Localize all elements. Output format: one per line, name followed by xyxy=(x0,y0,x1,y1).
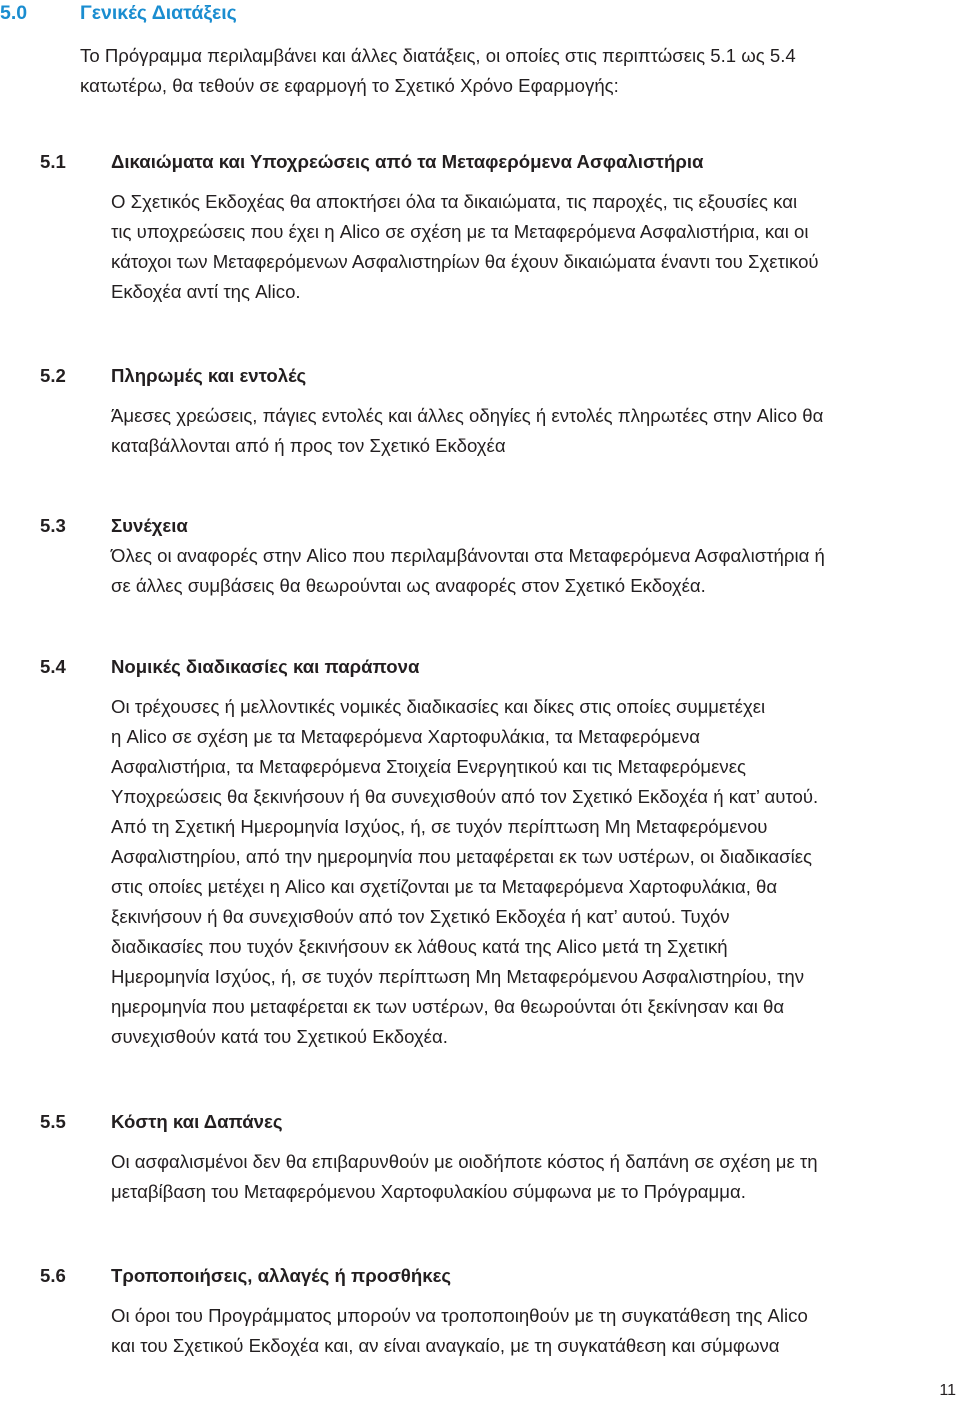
section-5-3 xyxy=(0,511,960,601)
section-line: διαδικασίες που τυχόν ξεκινήσουν εκ λάθους κατά της Alico μετά τη Σχετική xyxy=(111,936,728,957)
section-line: συνεχισθούν κατά του Σχετικού Εκδοχέα. xyxy=(111,1026,448,1047)
section-body xyxy=(111,541,931,601)
section-line: και του Σχετικού Εκδοχέα και, αν είναι αναγκαίο, με τη συγκατάθεση και σύμφωνα xyxy=(111,1335,780,1356)
section-body xyxy=(111,401,931,461)
section-line: ξεκινήσουν ή θα συνεχισθούν από τον Σχετικό Εκδοχέα ή κατ’ αυτού. Τυχόν xyxy=(111,906,730,927)
section-heading xyxy=(0,652,960,682)
section-line: Ασφαλιστηρίου, από την ημερομηνία που μεταφέρεται εκ των υστέρων, οι διαδικασίες xyxy=(111,846,812,867)
section-title: Πληρωμές και εντολές xyxy=(111,365,307,386)
section-line: Ημερομηνία Ισχύος, ή, σε τυχόν περίπτωση Μη Μεταφερόμενου Ασφαλιστηρίου, την xyxy=(111,966,804,987)
section-number: 5.5 xyxy=(40,1111,66,1132)
page-number: 11 xyxy=(939,1382,956,1399)
section-5-1 xyxy=(0,147,960,307)
section-body xyxy=(111,692,931,1052)
section-title: Δικαιώματα και Υποχρεώσεις από τα Μεταφερόμενα Ασφαλιστήρια xyxy=(111,151,704,172)
section-heading xyxy=(0,511,960,541)
section-5-6 xyxy=(0,1261,960,1361)
section-line: σε άλλες συμβάσεις θα θεωρούνται ως αναφορές στον Σχετικό Εκδοχέα. xyxy=(111,575,706,596)
section-5-2 xyxy=(0,361,960,461)
section-line: Οι όροι του Προγράμματος μπορούν να τροποποιηθούν με τη συγκατάθεση της Alico xyxy=(111,1305,808,1326)
section-line: Ο Σχετικός Εκδοχέας θα αποκτήσει όλα τα δικαιώματα, τις παροχές, τις εξουσίες και xyxy=(111,191,798,212)
section-title: Συνέχεια xyxy=(111,515,188,536)
section-title: Κόστη και Δαπάνες xyxy=(111,1111,283,1132)
section-line: ημερομηνία που μεταφέρεται εκ των υστέρων, θα θεωρούνται ότι ξεκίνησαν και θα xyxy=(111,996,785,1017)
main-heading-title: Γενικές Διατάξεις xyxy=(80,2,237,24)
section-line: στις οποίες μετέχει η Alico και σχετίζονται με τα Μεταφερόμενα Χαρτοφυλάκια, θα xyxy=(111,876,778,897)
section-line: Οι ασφαλισμένοι δεν θα επιβαρυνθούν με οιοδήποτε κόστος ή δαπάνη σε σχέση με τη xyxy=(111,1151,818,1172)
section-heading xyxy=(0,361,960,391)
section-line: Εκδοχέα αντί της Alico. xyxy=(111,281,301,302)
section-5-5 xyxy=(0,1107,960,1207)
section-number: 5.4 xyxy=(40,656,66,677)
section-line: Άμεσες χρεώσεις, πάγιες εντολές και άλλες οδηγίες ή εντολές πληρωτέες στην Alico θα xyxy=(111,405,824,426)
section-title: Νομικές διαδικασίες και παράπονα xyxy=(111,656,420,677)
section-number: 5.2 xyxy=(40,365,66,386)
intro-line: κατωτέρω, θα τεθούν σε εφαρμογή το Σχετικό Χρόνο Εφαρμογής: xyxy=(80,75,619,96)
section-line: η Alico σε σχέση με τα Μεταφερόμενα Χαρτοφυλάκια, τα Μεταφερόμενα xyxy=(111,726,700,747)
section-body xyxy=(111,187,931,307)
section-line: καταβάλλονται από ή προς τον Σχετικό Εκδοχέα xyxy=(111,435,506,456)
section-5-4 xyxy=(0,652,960,1052)
section-body xyxy=(111,1301,931,1361)
section-line: Από τη Σχετική Ημερομηνία Ισχύος, ή, σε τυχόν περίπτωση Μη Μεταφερόμενου xyxy=(111,816,768,837)
section-number: 5.6 xyxy=(40,1265,66,1286)
section-line: Υποχρεώσεις θα ξεκινήσουν ή θα συνεχισθούν από τον Σχετικό Εκδοχέα ή κατ’ αυτού. xyxy=(111,786,819,807)
section-heading xyxy=(0,1107,960,1137)
section-line: Ασφαλιστήρια, τα Μεταφερόμενα Στοιχεία Ενεργητικού και τις Μεταφερόμενες xyxy=(111,756,746,777)
section-line: τις υποχρεώσεις που έχει η Alico σε σχέση με τα Μεταφερόμενα Ασφαλιστήρια, και οι xyxy=(111,221,809,242)
section-line: κάτοχοι των Μεταφερόμενων Ασφαλιστηρίων θα έχουν δικαιώματα έναντι του Σχετικού xyxy=(111,251,819,272)
section-line: Οι τρέχουσες ή μελλοντικές νομικές διαδικασίες και δίκες στις οποίες συμμετέχει xyxy=(111,696,766,717)
section-number: 5.3 xyxy=(40,515,66,536)
section-heading xyxy=(0,1261,960,1291)
section-number: 5.1 xyxy=(40,151,66,172)
section-title: Τροποποιήσεις, αλλαγές ή προσθήκες xyxy=(111,1265,452,1286)
main-heading-number: 5.0 xyxy=(0,2,28,24)
section-heading xyxy=(0,147,960,177)
section-line: Όλες οι αναφορές στην Alico που περιλαμβάνονται στα Μεταφερόμενα Ασφαλιστήρια ή xyxy=(111,545,825,566)
intro-line: Το Πρόγραμμα περιλαμβάνει και άλλες διατάξεις, οι οποίες στις περιπτώσεις 5.1 ως 5.4 xyxy=(80,45,796,66)
section-line: μεταβίβαση του Μεταφερόμενου Χαρτοφυλακίου σύμφωνα με το Πρόγραμμα. xyxy=(111,1181,746,1202)
intro-paragraph xyxy=(80,41,940,101)
section-body xyxy=(111,1147,931,1207)
